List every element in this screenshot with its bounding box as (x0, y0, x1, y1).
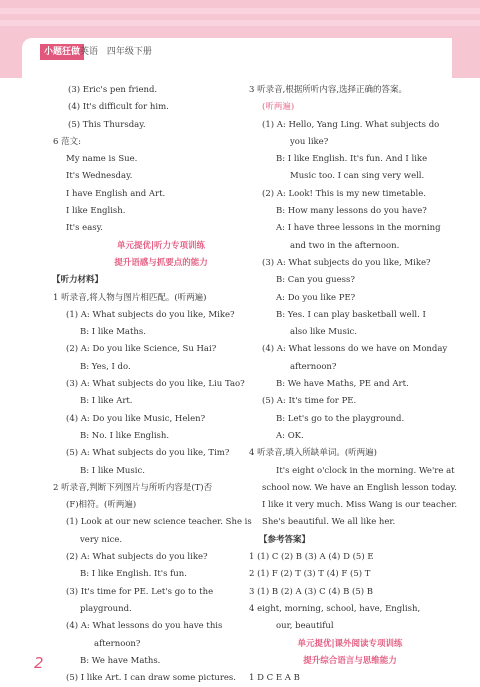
dialogue-line: B: Yes. I can play basketball well. I (276, 309, 426, 320)
dialogue-line: (3) A: What subjects do you like, Liu Tao? (66, 379, 245, 390)
dialogue-line: (2) A: What subjects do you like? (66, 552, 208, 563)
passage-line: I like it very much. Miss Wang is our teacher. (262, 500, 458, 511)
question-heading: 2 听录音,判断下列图片与所听内容是(T)否 (53, 482, 213, 493)
dialogue-line: (2) A: Do you like Science, Su Hai? (66, 344, 217, 355)
dialogue-line: B: How many lessons do you have? (276, 206, 427, 217)
listen-twice-note: (听两遍) (262, 102, 295, 113)
essay-line: It's Wednesday. (66, 171, 133, 182)
dialogue-line: very nice. (80, 534, 123, 545)
essay-line: It's easy. (66, 223, 104, 234)
dialogue-line: A: I have three lessons in the morning (276, 223, 441, 234)
dialogue-line: B: Let's go to the playground. (276, 413, 405, 424)
section-heading: 单元提优|听力专项训练 (116, 240, 206, 251)
dialogue-line: afternoon? (94, 638, 141, 649)
dialogue-line: B: I like English. It's fun. (80, 569, 187, 580)
dialogue-line: (5) I like Art. I can draw some pictures. (66, 673, 236, 684)
dialogue-line: B: I like Maths. (80, 327, 146, 338)
dialogue-line: B: I like Art. (80, 396, 133, 407)
answer-line: (5) This Thursday. (68, 119, 146, 130)
question-heading: 1 听录音,将人物与图片相匹配。(听两遍) (53, 292, 207, 303)
dialogue-line: you like? (290, 136, 329, 147)
answer-line: (3) Eric's pen friend. (68, 85, 158, 95)
essay-line: My name is Sue. (66, 154, 138, 165)
dialogue-line: (2) A: Look! This is my new timetable. (262, 188, 426, 199)
dialogue-line: B: We have Maths, PE and Art. (276, 379, 409, 390)
dialogue-line: (4) A: What lessons do we have on Monday (262, 344, 448, 355)
dialogue-line: afternoon? (290, 361, 337, 372)
dialogue-line: A: Do you like PE? (276, 292, 356, 303)
dialogue-line: playground. (80, 603, 132, 614)
right-column (249, 82, 458, 687)
essay-heading: 6 范文: (53, 136, 81, 147)
subject: 英语 (80, 47, 99, 57)
essay-line: I have English and Art. (66, 188, 166, 199)
dialogue-line: Music too. I can sing very well. (290, 171, 425, 182)
answer-row: 3 (1) B (2) A (3) C (4) B (5) B (249, 586, 374, 597)
answer-row: 4 eight, morning, school, have, English, (249, 603, 421, 614)
dialogue-line: (3) It's time for PE. Let's go to the (66, 586, 214, 597)
dialogue-line: also like Music. (290, 327, 358, 338)
answer-row-cont: our, beautiful (276, 621, 334, 632)
question-heading: 3 听录音,根据所听内容,选择正确的答案。 (249, 85, 408, 95)
dialogue-line: and two in the afternoon. (290, 240, 400, 251)
grade: 四年级下册 (106, 47, 152, 57)
passage-line: She's beautiful. We all like her. (262, 517, 396, 528)
dialogue-line: A: OK. (276, 430, 304, 441)
dialogue-line: (1) A: What subjects do you like, Mike? (66, 309, 235, 320)
question-heading-cont: (F)相符。(听两遍) (66, 500, 137, 511)
answer-row: 1 (1) C (2) B (3) A (4) D (5) E (249, 552, 374, 563)
dialogue-line: (1) Look at our new science teacher. She is (66, 517, 252, 528)
dialogue-line: (1) A: Hello, Yang Ling. What subjects do (262, 119, 440, 130)
dialogue-line: B: I like Music. (80, 465, 145, 476)
header-stripe (0, 8, 480, 14)
essay-line: I like English. (66, 206, 126, 217)
section-subheading: 提升语感与抓要点的能力 (114, 257, 208, 268)
header-stripe (0, 20, 480, 26)
dialogue-line: B: No. I like English. (80, 430, 170, 441)
answer-row: 1 D C E A B (249, 673, 300, 684)
answer-line: (4) It's difficult for him. (68, 102, 169, 113)
question-heading: 4 听录音,填入所缺单词。(听两遍) (249, 448, 377, 459)
section-subheading: 提升综合语言与思维能力 (303, 655, 397, 666)
passage-line: school now. We have an English lesson today. (262, 482, 457, 493)
section-heading: 单元提优|课外阅读专项训练 (297, 638, 403, 649)
left-column (52, 82, 256, 687)
material-heading: 【听力材料】 (52, 275, 104, 286)
dialogue-line: (5) A: What subjects do you like, Tim? (66, 448, 230, 459)
page-number: 2 (34, 654, 44, 672)
brand-label: 小题狂做 (40, 44, 84, 60)
passage-line: It's eight o'clock in the morning. We're at (276, 465, 455, 476)
answer-row: 2 (1) F (2) T (3) T (4) F (5) T (249, 569, 371, 580)
subject-label (80, 44, 158, 60)
dialogue-line: (5) A: It's time for PE. (262, 396, 357, 407)
dialogue-line: B: Yes, I do. (80, 361, 131, 372)
dialogue-line: B: Can you guess? (276, 275, 355, 286)
dialogue-line: (3) A: What subjects do you like, Mike? (262, 257, 431, 268)
dialogue-line: (4) A: What lessons do you have this (66, 621, 223, 632)
dialogue-line: B: We have Maths. (80, 655, 161, 666)
answers-heading: 【参考答案】 (259, 534, 311, 545)
dialogue-line: (4) A: Do you like Music, Helen? (66, 413, 206, 424)
dialogue-line: B: I like English. It's fun. And I like (276, 154, 428, 165)
